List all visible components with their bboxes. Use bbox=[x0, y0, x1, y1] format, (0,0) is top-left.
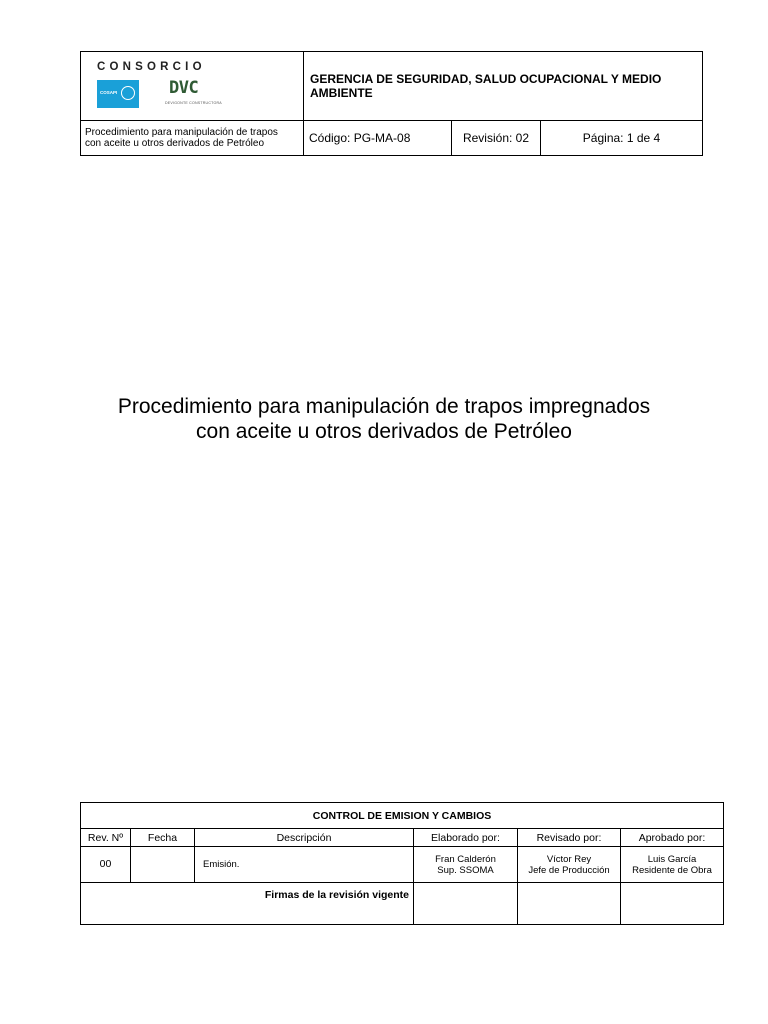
column-header: Fecha bbox=[131, 829, 195, 847]
column-header: Aprobado por: bbox=[621, 829, 724, 847]
page-number: Página: 1 de 4 bbox=[541, 121, 703, 156]
cosapi-logo bbox=[97, 80, 139, 108]
logo-cell bbox=[81, 52, 304, 121]
signature-elaborado bbox=[414, 883, 518, 925]
document-revision: Revisión: 02 bbox=[452, 121, 541, 156]
column-header: Descripción bbox=[195, 829, 414, 847]
signature-aprobado bbox=[621, 883, 724, 925]
column-header: Rev. Nº bbox=[81, 829, 131, 847]
rev-date bbox=[131, 847, 195, 883]
document-title-line2: con aceite u otros derivados de Petróleo bbox=[196, 420, 572, 443]
document-title-line1: Procedimiento para manipulación de trapos impregnados bbox=[117, 395, 651, 418]
signature-revisado bbox=[518, 883, 621, 925]
rev-description: Emisión. bbox=[195, 847, 414, 883]
document-code: Código: PG-MA-08 bbox=[304, 121, 452, 156]
column-header: Revisado por: bbox=[518, 829, 621, 847]
logo-brand: CONSORCIO bbox=[97, 61, 206, 73]
header-table bbox=[80, 51, 703, 156]
control-table bbox=[80, 802, 724, 925]
department-title: GERENCIA DE SEGURIDAD, SALUD OCUPACIONAL Y MEDIO AMBIENTE bbox=[304, 52, 703, 121]
revisado-por: Víctor Rey Jefe de Producción bbox=[518, 847, 621, 883]
table-row bbox=[81, 847, 724, 883]
elaborado-por: Fran Calderón Sup. SSOMA bbox=[414, 847, 518, 883]
control-table-title: CONTROL DE EMISION Y CAMBIOS bbox=[81, 803, 724, 829]
signatures-label: Firmas de la revisión vigente bbox=[81, 883, 414, 925]
dvc-logo: DVC bbox=[169, 78, 199, 98]
consorcio-logo bbox=[81, 52, 239, 120]
cosapi-ring-icon bbox=[121, 86, 135, 100]
aprobado-por: Luis García Residente de Obra bbox=[621, 847, 724, 883]
rev-number: 00 bbox=[81, 847, 131, 883]
column-header: Elaborado por: bbox=[414, 829, 518, 847]
cosapi-label: COSAPI bbox=[100, 90, 118, 95]
document-title bbox=[60, 394, 708, 444]
procedure-short-title: Procedimiento para manipulación de trapos con aceite u otros derivados de Petróleo bbox=[81, 121, 304, 156]
dvc-logo-subtitle: DEVIGONTE CONSTRUCTORA bbox=[165, 101, 222, 105]
